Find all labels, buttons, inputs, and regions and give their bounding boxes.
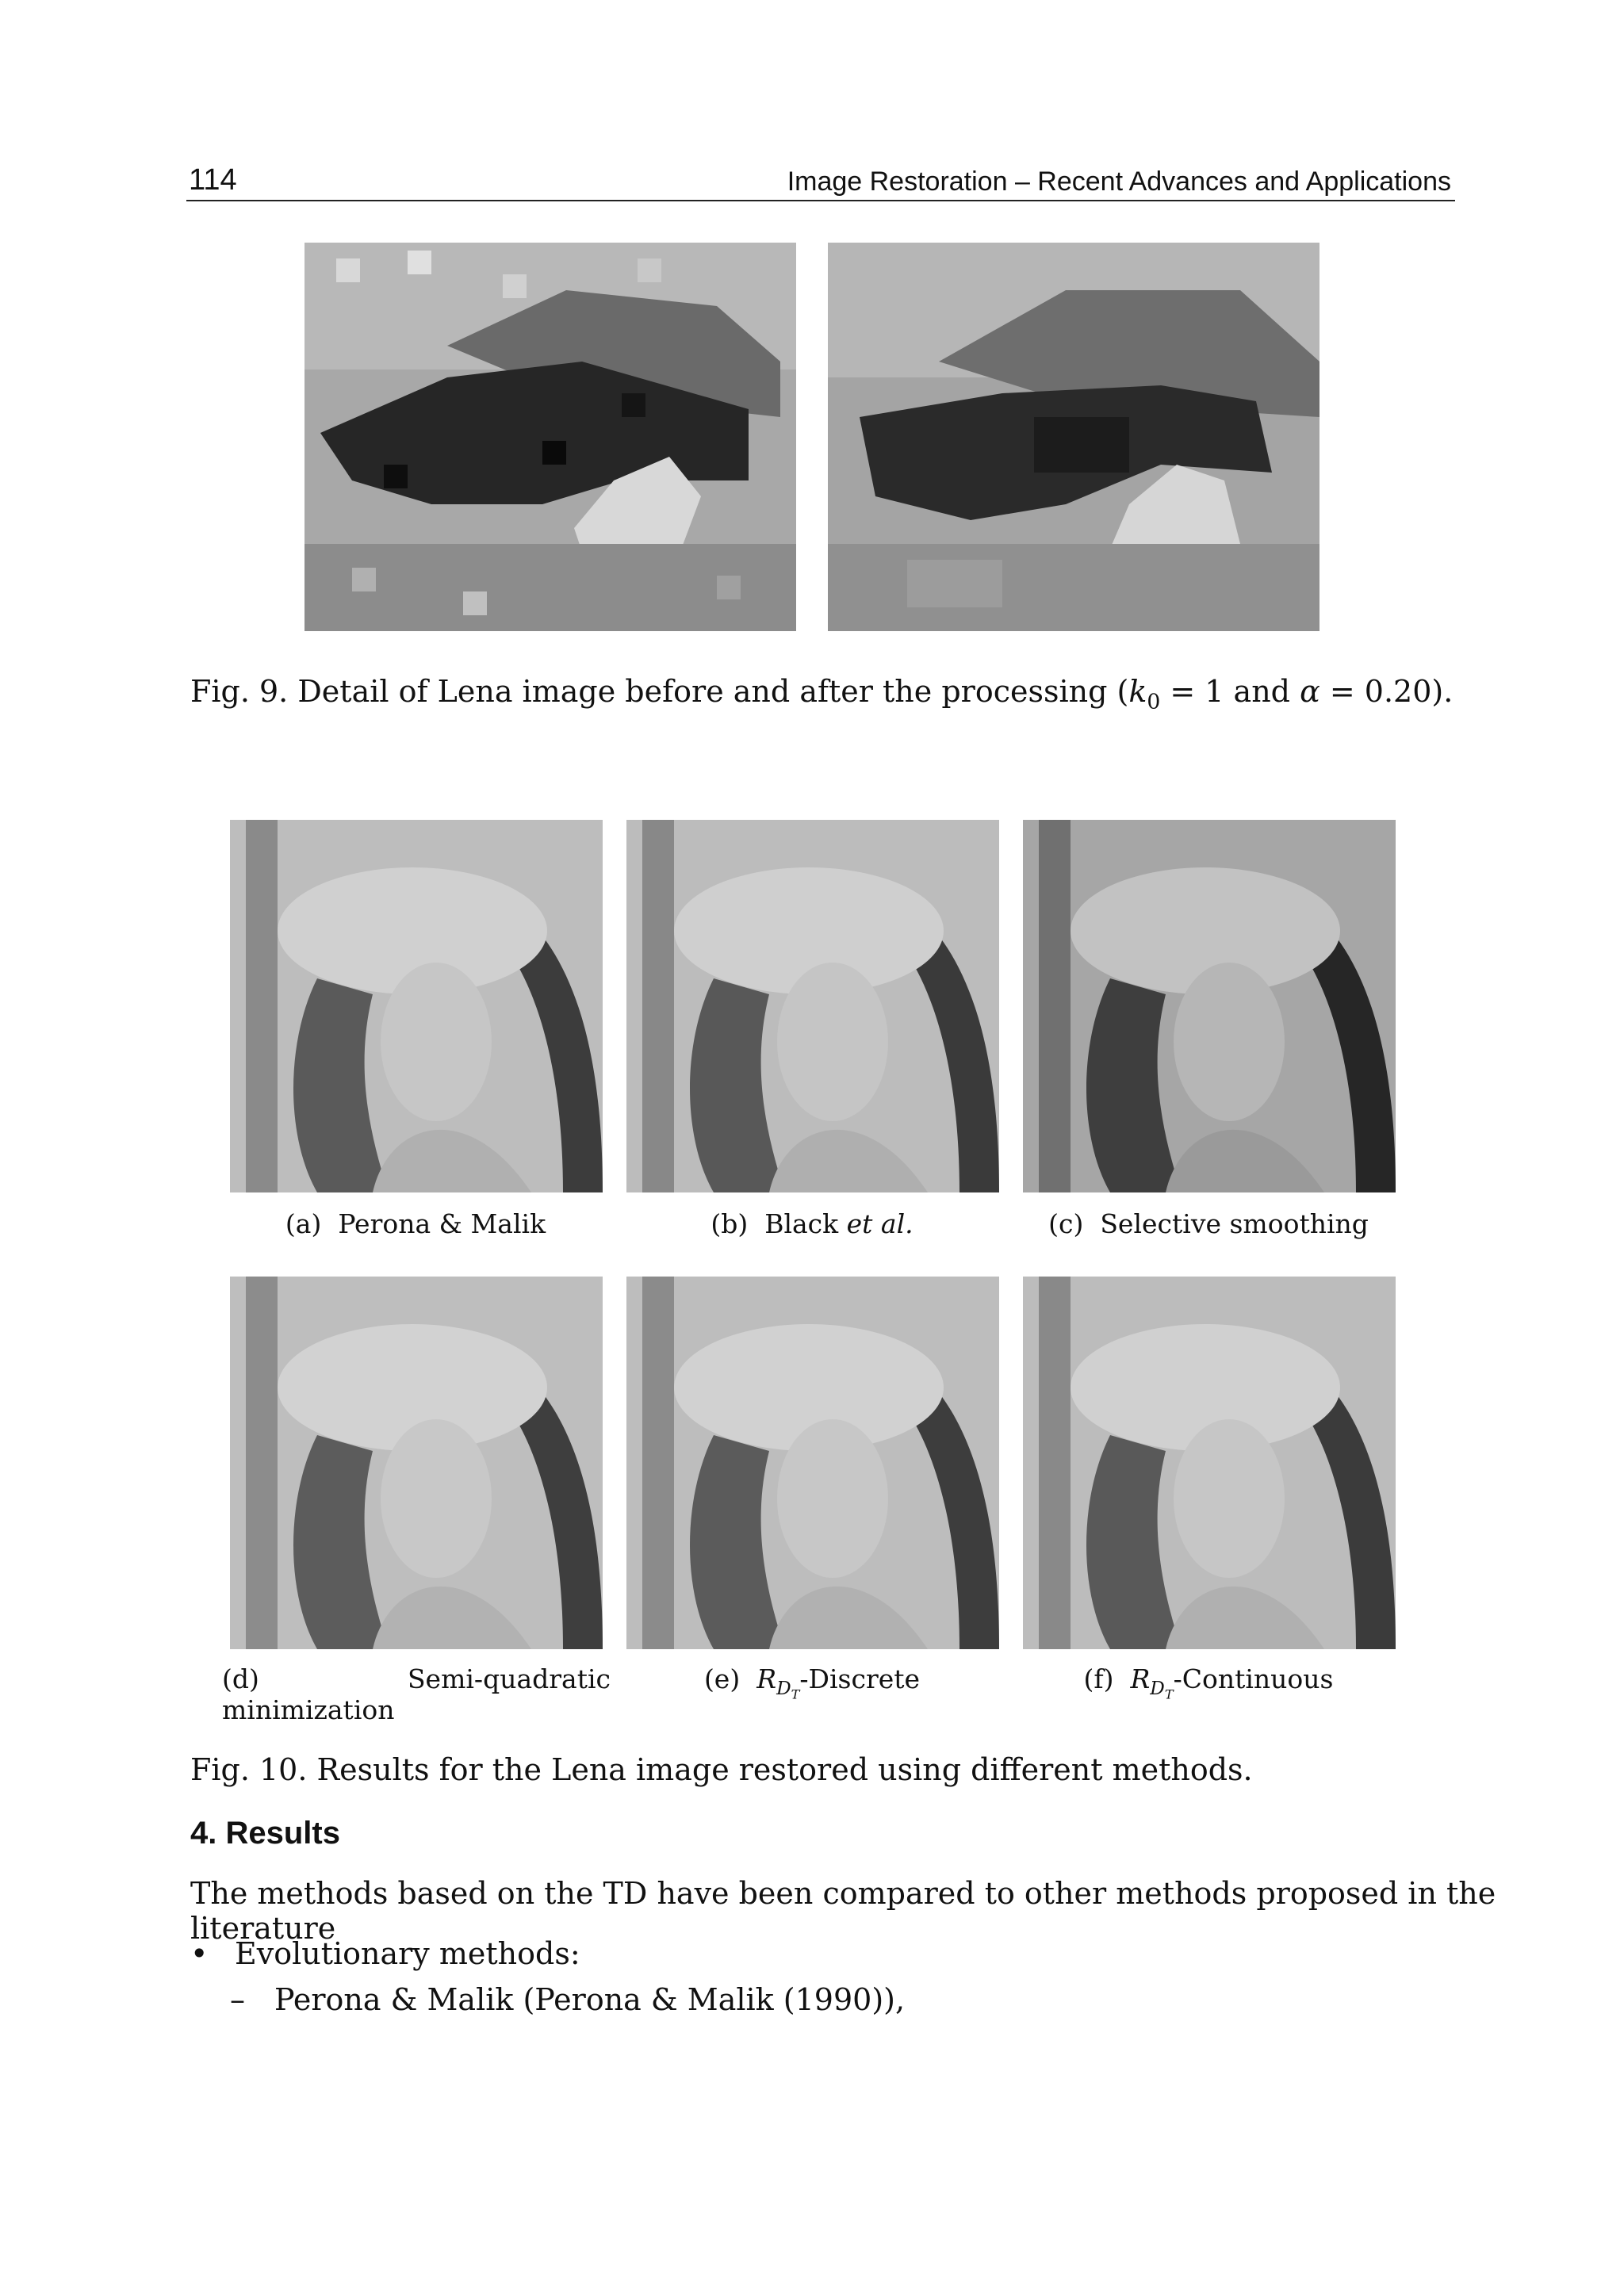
result-image-perona-malik	[230, 820, 603, 1192]
subcaption-d-label: Semi-quadratic	[407, 1663, 611, 1694]
bullet-marker: •	[190, 1936, 209, 1971]
subcaption-c-tag: (c)	[1048, 1208, 1084, 1239]
header-rule	[186, 200, 1455, 201]
page-number: 114	[189, 163, 237, 197]
sub-list-item	[230, 1982, 905, 2017]
subcaption-e-label: -Discrete	[799, 1663, 921, 1694]
subcaption-e	[606, 1663, 1018, 1702]
subcaption-e-sub2: T	[791, 1686, 800, 1702]
result-image-rdt-discrete	[626, 1277, 999, 1649]
k-subscript: 0	[1147, 689, 1161, 714]
k-symbol: k	[1128, 674, 1147, 709]
figure-10-caption: Fig. 10. Results for the Lena image restored using different methods.	[190, 1752, 1253, 1787]
section-heading: 4. Results	[190, 1816, 340, 1851]
figure-9-caption-suffix: = 0.20).	[1320, 674, 1454, 709]
subcaption-e-tag: (e)	[703, 1663, 741, 1694]
result-image-selective-smoothing	[1023, 820, 1396, 1192]
alpha-symbol: α	[1300, 674, 1320, 709]
subcaption-f	[1002, 1663, 1415, 1702]
dash-marker: –	[230, 1982, 245, 2017]
subcaption-b-label-italic: et al.	[846, 1208, 914, 1239]
subcaption-e-sub1: D	[776, 1678, 791, 1699]
subcaption-f-sub2: T	[1164, 1686, 1174, 1702]
subcaption-b-tag: (b)	[710, 1208, 749, 1239]
figure-9-caption-prefix: Fig. 9. Detail of Lena image before and after the processing (	[190, 674, 1129, 709]
section-intro-paragraph: The methods based on the TD have been compared to other methods proposed in the literature	[190, 1876, 1496, 1946]
subcaption-b	[606, 1208, 1018, 1239]
subcaption-d	[222, 1663, 611, 1725]
subcaption-a-tag: (a)	[285, 1208, 322, 1239]
subcaption-f-sub1: D	[1150, 1678, 1165, 1699]
sub-list-item-text: Perona & Malik (Perona & Malik (1990)),	[274, 1982, 906, 2017]
subcaption-f-tag: (f)	[1083, 1663, 1114, 1694]
subcaption-a-label: Perona & Malik	[338, 1208, 546, 1239]
subcaption-c	[1002, 1208, 1415, 1239]
subcaption-a	[209, 1208, 622, 1239]
subcaption-f-symbol: R	[1130, 1663, 1151, 1694]
lena-detail-before-image	[304, 243, 796, 631]
subcaption-d-label-line2: minimization	[222, 1694, 395, 1725]
running-title: Image Restoration – Recent Advances and Applications	[787, 167, 1451, 197]
result-image-semi-quadratic	[230, 1277, 603, 1649]
list-item-text: Evolutionary methods:	[235, 1936, 580, 1971]
result-image-rdt-continuous	[1023, 1277, 1396, 1649]
result-image-black-et-al	[626, 820, 999, 1192]
subcaption-f-label: -Continuous	[1173, 1663, 1334, 1694]
subcaption-c-label: Selective smoothing	[1100, 1208, 1369, 1239]
lena-detail-after-image	[828, 243, 1320, 631]
subcaption-d-tag: (d)	[222, 1663, 259, 1694]
figure-9-caption	[190, 674, 1453, 714]
subcaption-e-symbol: R	[756, 1663, 777, 1694]
list-item	[190, 1936, 580, 1971]
figure-9-caption-middle: = 1 and	[1160, 674, 1300, 709]
subcaption-b-label: Black	[764, 1208, 839, 1239]
